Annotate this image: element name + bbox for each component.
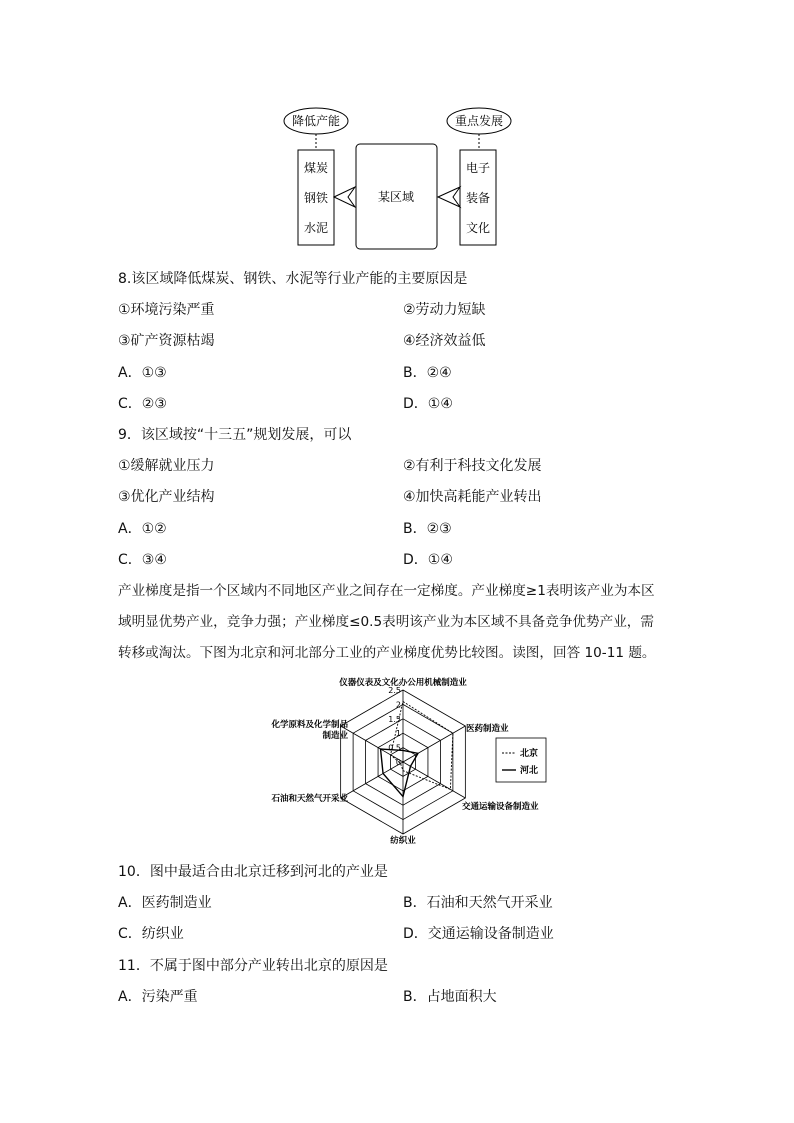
- left-arrow: [334, 187, 355, 207]
- radar-category-label: 纺织业: [390, 836, 416, 846]
- industry-culture: 文化: [465, 221, 491, 235]
- q9-item-2: ②有利于科技文化发展: [403, 458, 542, 474]
- q11-option-b[interactable]: B．占地面积大: [403, 989, 497, 1005]
- radar-tick-label: 1.5: [388, 714, 401, 724]
- q8-option-b[interactable]: B．②④: [403, 365, 452, 381]
- radar-legend-label: 河北: [520, 766, 539, 776]
- q8-option-c[interactable]: C．②③: [118, 396, 167, 412]
- passage-line-1: 产业梯度是指一个区域内不同地区产业之间存在一定梯度。产业梯度≥1表明该产业为本区: [118, 583, 655, 599]
- radar-axis: [403, 762, 465, 798]
- right-arrow: [438, 187, 460, 207]
- q10-option-c[interactable]: C．纺织业: [118, 926, 184, 942]
- radar-category-label: 石油和天然气开采业: [271, 794, 348, 804]
- q9-option-a[interactable]: A．①②: [118, 521, 167, 537]
- industry-gradient-radar-chart: [250, 672, 560, 852]
- q11-stem: 11．不属于图中部分产业转出北京的原因是: [118, 958, 388, 974]
- q9-option-d[interactable]: D．①④: [403, 552, 453, 568]
- q8-item-3: ③矿产资源枯竭: [118, 333, 215, 349]
- q8-item-1: ①环境污染严重: [118, 302, 215, 318]
- q9-item-4: ④加快高耗能产业转出: [403, 489, 542, 505]
- key-development-label: 重点发展: [454, 114, 504, 128]
- q8-stem: 8.该区域降低煤炭、钢铁、水泥等行业产能的主要原因是: [118, 271, 468, 287]
- radar-axis: [403, 726, 465, 762]
- industry-electronics: 电子: [465, 161, 491, 175]
- radar-tick-label: 1: [395, 729, 401, 739]
- q9-item-3: ③优化产业结构: [118, 489, 215, 505]
- radar-category-label: 化学原料及化学制品: [271, 720, 348, 730]
- radar-category-label: 医药制造业: [466, 724, 509, 734]
- reduce-capacity-label: 降低产能: [291, 114, 341, 128]
- industry-equipment: 装备: [465, 191, 491, 205]
- radar-category-label: 仪器仪表及文化办公用机械制造业: [339, 678, 467, 688]
- industry-steel: 钢铁: [303, 191, 329, 205]
- region-diagram: [270, 104, 530, 254]
- radar-legend-label: 北京: [520, 749, 539, 759]
- radar-tick-label: 0: [395, 758, 401, 767]
- passage-line-3: 转移或淘汰。下图为北京和河北部分工业的产业梯度优势比较图。读图，回答 10-11 题。: [118, 645, 656, 661]
- passage-line-2: 域明显优势产业，竞争力强；产业梯度≤0.5表明该产业为本区域不具备竞争优势产业，需: [118, 614, 654, 630]
- q11-option-a[interactable]: A．污染严重: [118, 989, 198, 1005]
- radar-tick-label: 0.5: [388, 743, 401, 753]
- q9-item-1: ①缓解就业压力: [118, 458, 215, 474]
- q9-option-c[interactable]: C．③④: [118, 552, 167, 568]
- region-label: 某区域: [377, 190, 415, 204]
- q10-option-a[interactable]: A．医药制造业: [118, 895, 212, 911]
- industry-cement: 水泥: [303, 221, 329, 235]
- radar-axis: [341, 762, 403, 798]
- q8-item-4: ④经济效益低: [403, 333, 486, 349]
- q9-option-b[interactable]: B．②③: [403, 521, 452, 537]
- q8-option-d[interactable]: D．①④: [403, 396, 453, 412]
- q10-option-d[interactable]: D．交通运输设备制造业: [403, 926, 554, 942]
- q8-option-a[interactable]: A．①③: [118, 365, 167, 381]
- industry-coal: 煤炭: [303, 161, 329, 175]
- radar-tick-label: 2: [395, 700, 401, 710]
- q8-item-2: ②劳动力短缺: [403, 302, 486, 318]
- radar-category-label: 交通运输设备制造业: [462, 802, 539, 812]
- radar-category-label: 制造业: [322, 731, 348, 741]
- radar-tick-label: 2.5: [388, 686, 401, 695]
- q10-option-b[interactable]: B．石油和天然气开采业: [403, 895, 553, 911]
- q10-stem: 10．图中最适合由北京迁移到河北的产业是: [118, 864, 388, 880]
- q9-stem: 9．该区域按“十三五”规划发展，可以: [118, 427, 352, 443]
